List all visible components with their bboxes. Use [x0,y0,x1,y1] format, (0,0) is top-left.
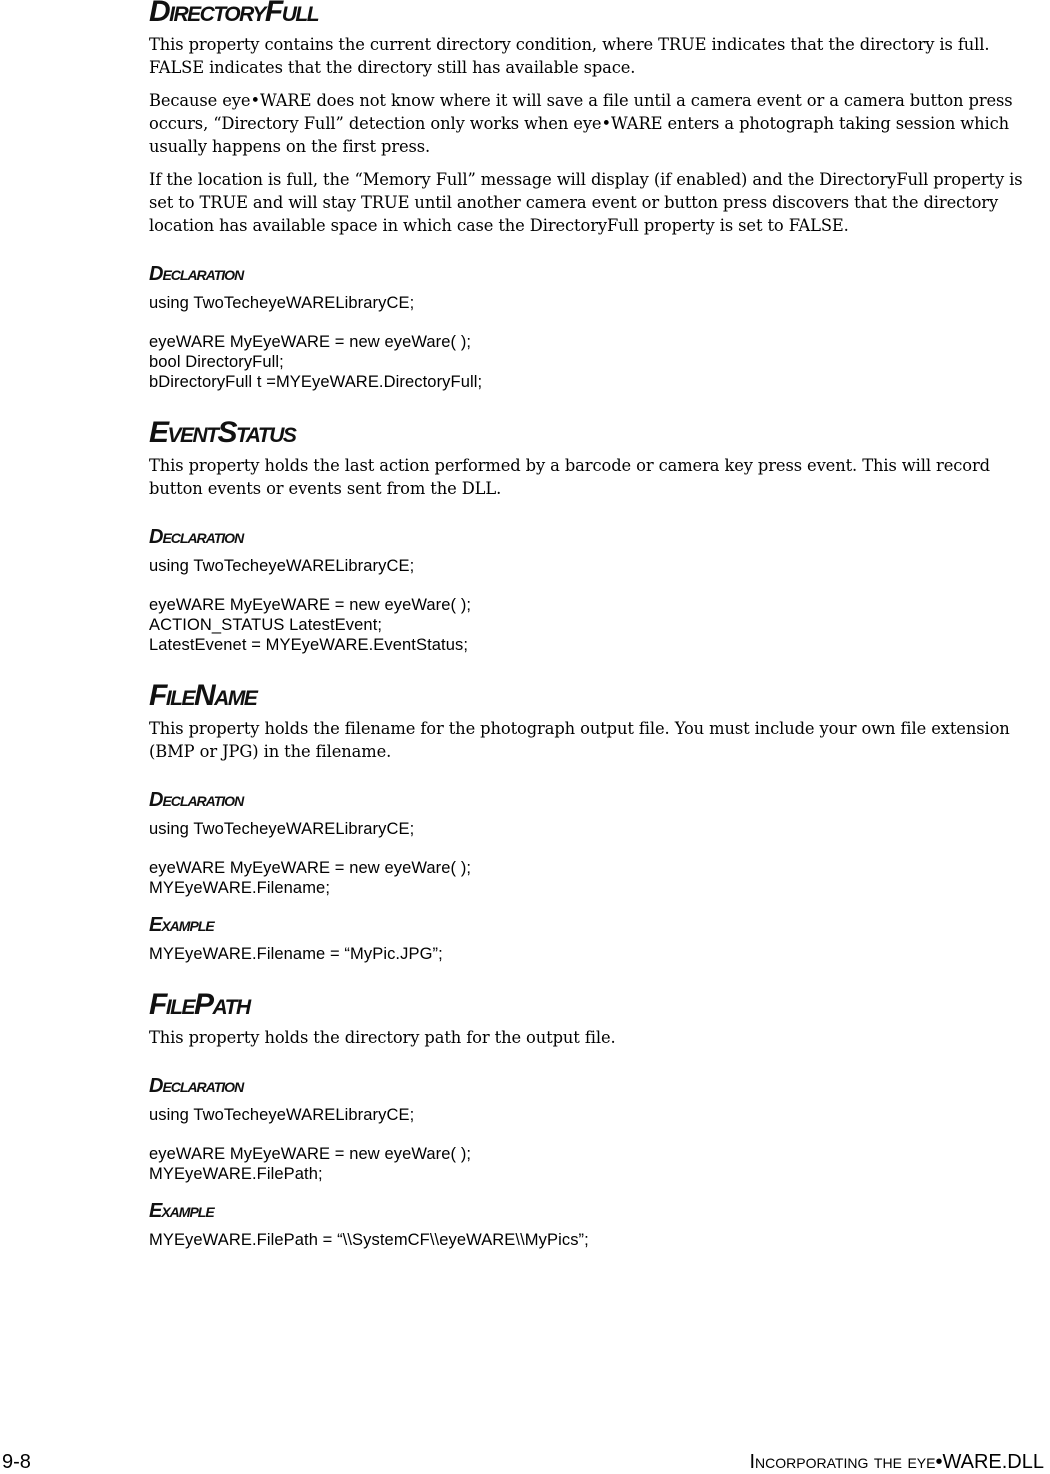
section-directory-full [149,0,1044,392]
heading-filename: FileName [149,679,257,712]
heading-event-status: EventStatus [149,416,296,449]
declaration-label: Declaration [149,1075,244,1097]
page-number: 9-8 [2,1451,31,1473]
code-using: using TwoTecheyeWARELibraryCE; [149,557,415,575]
paragraph: This property holds the directory path for the output file. [149,1028,616,1047]
example-code: MYEyeWARE.Filename = “MyPic.JPG”; [149,945,443,963]
code-line: MYEyeWARE.Filename; [149,879,330,897]
section-event-status [149,418,1044,655]
running-title: Incorporating the eye•WARE.DLL [749,1451,1044,1473]
declaration-label: Declaration [149,263,244,285]
code-line: bool DirectoryFull; [149,353,284,371]
code-using: using TwoTecheyeWARELibraryCE; [149,820,415,838]
section-filename [149,681,1044,964]
declaration-label: Declaration [149,789,244,811]
example-code: MYEyeWARE.FilePath = “\\SystemCF\\eyeWARE\\MyPics”; [149,1231,589,1249]
code-using: using TwoTecheyeWARELibraryCE; [149,1106,415,1124]
code-line: eyeWARE MyEyeWARE = new eyeWare( ); [149,596,472,614]
code-line: eyeWARE MyEyeWARE = new eyeWare( ); [149,1145,472,1163]
code-line: bDirectoryFull t =MYEyeWARE.DirectoryFull; [149,373,483,391]
section-filepath [149,990,1044,1250]
example-label: Example [149,914,214,936]
paragraph: This property holds the filename for the photograph output file. You must include your own file extension (BMP or JPG) in the filename. [149,719,1010,761]
code-line: eyeWARE MyEyeWARE = new eyeWare( ); [149,859,472,877]
document-page [149,0,1044,1250]
code-line: eyeWARE MyEyeWARE = new eyeWare( ); [149,333,472,351]
paragraph: This property holds the last action performed by a barcode or camera key press event. This will record button events or events sent from the DLL. [149,456,990,498]
example-label: Example [149,1200,214,1222]
code-using: using TwoTecheyeWARELibraryCE; [149,294,415,312]
code-line: MYEyeWARE.FilePath; [149,1165,323,1183]
code-line: LatestEvenet = MYEyeWARE.EventStatus; [149,636,469,654]
paragraph: This property contains the current directory condition, where TRUE indicates that the directory is full. FALSE indicates that the directory still has available space. [149,35,990,77]
paragraph: Because eye•WARE does not know where it will save a file until a camera event or a camera button press occurs, “Directory Full” detection only works when eye•WARE enters a photograph taking session which usually happens on the first press. [149,91,1013,156]
paragraph: If the location is full, the “Memory Full” message will display (if enabled) and the DirectoryFull property is set to TRUE and will stay TRUE until another camera event or button press discovers that the directory location has available space in which case the DirectoryFull property is set to FALSE. [149,170,1023,235]
heading-filepath: FilePath [149,988,250,1021]
heading-directory-full: DirectoryFull [149,0,319,28]
declaration-label: Declaration [149,526,244,548]
code-line: ACTION_STATUS LatestEvent; [149,616,383,634]
